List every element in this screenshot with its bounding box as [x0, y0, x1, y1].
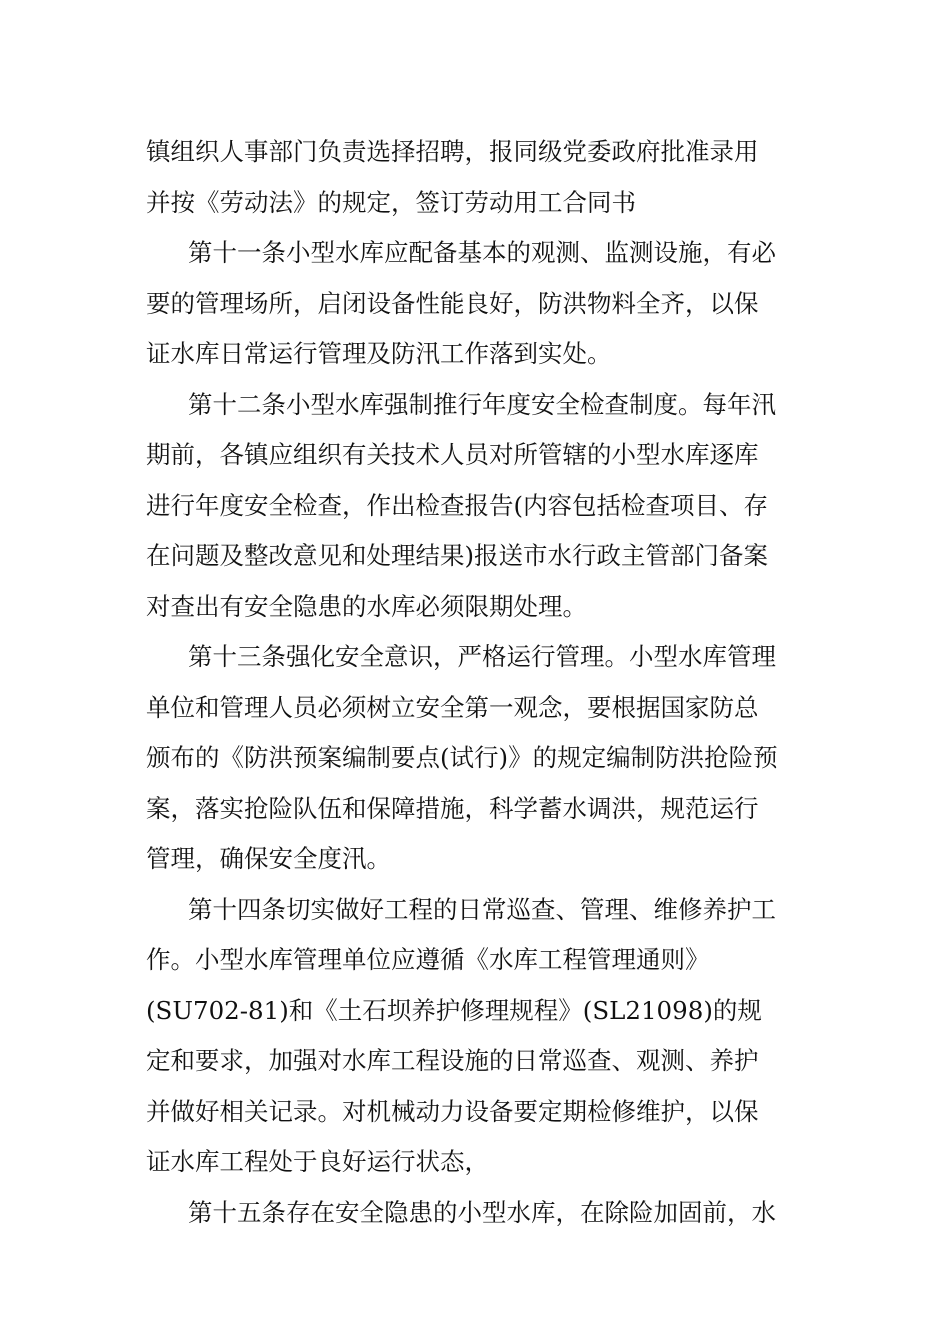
text-line: 期前，各镇应组织有关技术人员对所管辖的小型水库逐库 — [146, 440, 759, 469]
article-13-start: 第十三条强化安全意识，严格运行管理。小型水库管理 — [188, 642, 776, 671]
text-line: 单位和管理人员必须树立安全第一观念，要根据国家防总 — [146, 692, 759, 722]
text-line: 并做好相关记录。对机械动力设备要定期检修维护，以保 — [146, 1096, 759, 1126]
text-line: 镇组织人事部门负责选择招聘，报同级党委政府批准录用 — [146, 137, 759, 166]
text-line: 在问题及整改意见和处理结果)报送市水行政主管部门备案 — [146, 541, 769, 570]
text-line: 证水库工程处于良好运行状态， — [146, 1147, 489, 1176]
text-line: 对查出有安全隐患的水库必须限期处理。 — [146, 591, 587, 621]
text-line: 管理，确保安全度汛。 — [146, 844, 391, 873]
text-line: 进行年度安全检查，作出检查报告(内容包括检查项目、存 — [146, 490, 769, 520]
article-14-start: 第十四条切实做好工程的日常巡查、管理、维修养护工 — [188, 894, 776, 924]
article-11-start: 第十一条小型水库应配备基本的观测、监测设施，有必 — [188, 238, 776, 267]
text-line: 案，落实抢险队伍和保障措施，科学蓄水调洪，规范运行 — [146, 793, 759, 823]
text-line: (SU702-81)和《土石坝养护修理规程》(SL21098)的规 — [146, 995, 762, 1025]
text-line: 证水库日常运行管理及防汛工作落到实处。 — [146, 339, 612, 368]
article-15-start: 第十五条存在安全隐患的小型水库，在除险加固前，水 — [188, 1197, 776, 1227]
text-line: 定和要求，加强对水库工程设施的日常巡查、观测、养护 — [146, 1046, 759, 1075]
text-line: 颁布的《防洪预案编制要点(试行)》的规定编制防洪抢险预 — [146, 743, 778, 772]
text-line: 并按《劳动法》的规定，签订劳动用工合同书 — [146, 187, 636, 217]
text-line: 要的管理场所，启闭设备性能良好，防洪物料全齐，以保 — [146, 288, 759, 318]
text-line: 作。小型水库管理单位应遵循《水库工程管理通则》 — [146, 945, 710, 974]
document-body — [146, 127, 806, 1238]
article-12-start: 第十二条小型水库强制推行年度安全检查制度。每年汛 — [188, 389, 776, 419]
